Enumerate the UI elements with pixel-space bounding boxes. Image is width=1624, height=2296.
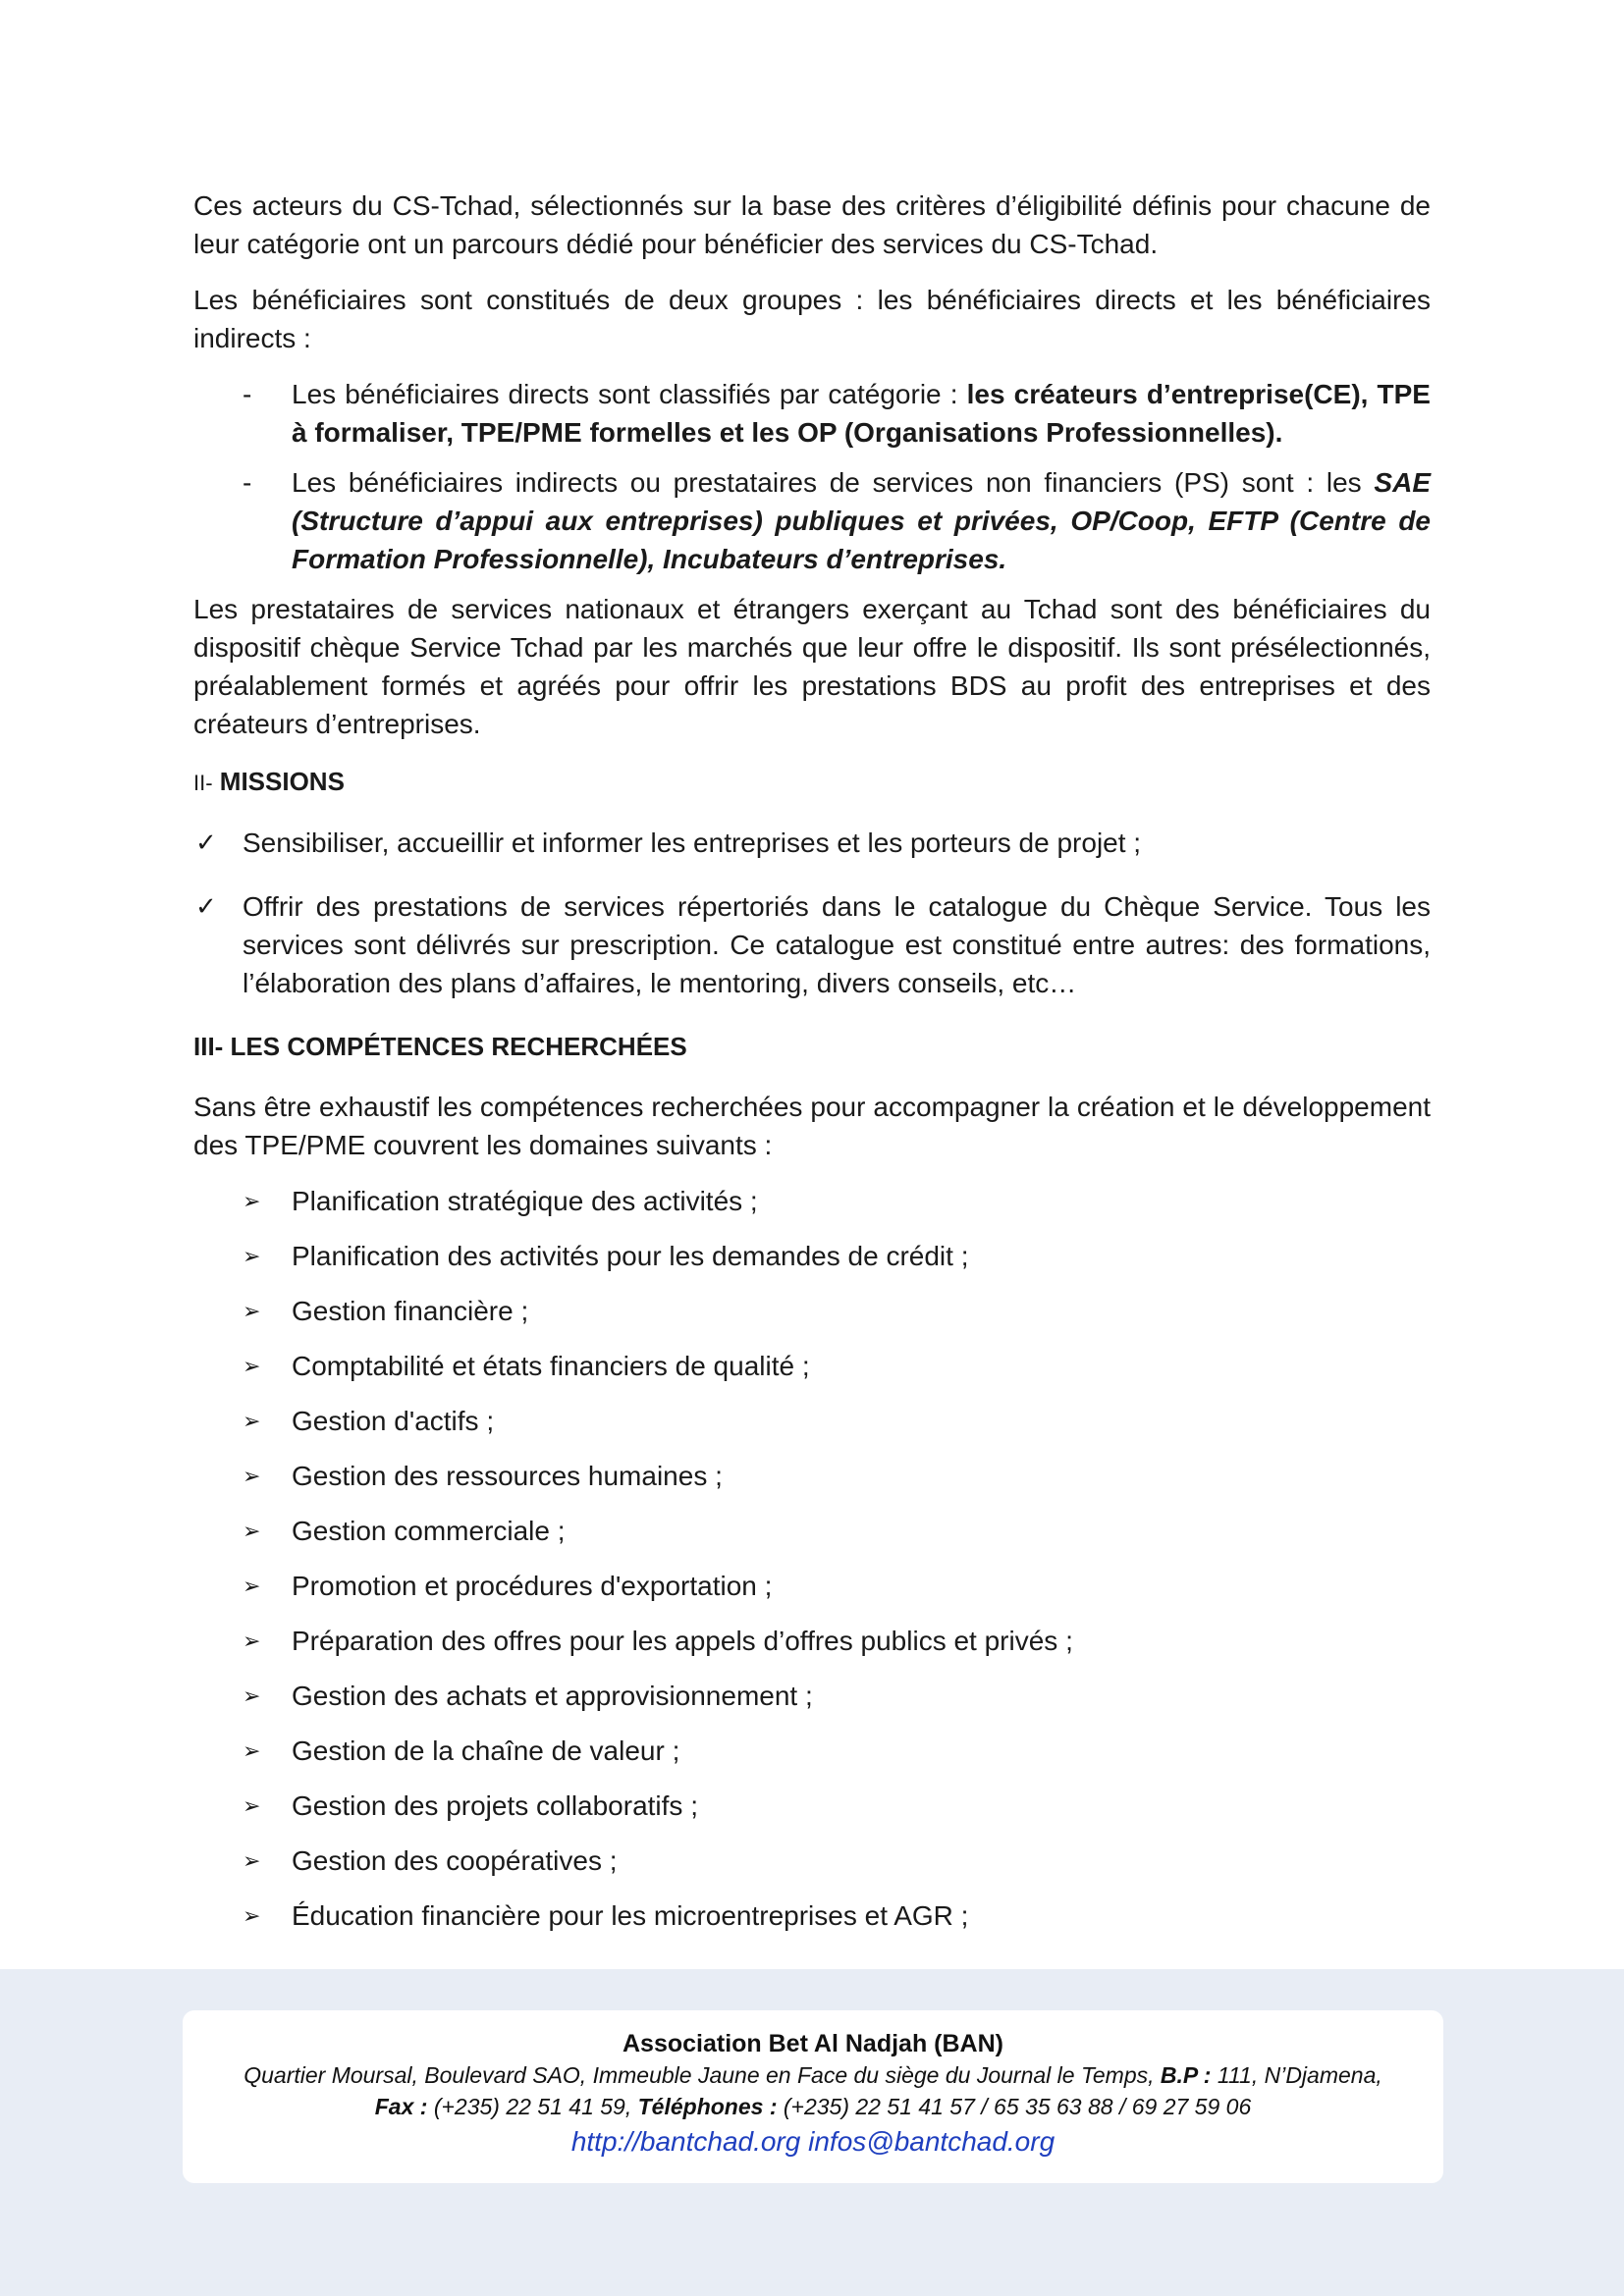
list-item bbox=[193, 1292, 1431, 1347]
list-item-text: Gestion des achats et approvisionnement ; bbox=[292, 1681, 813, 1711]
phone-value: (+235) 22 51 41 57 / 65 35 63 88 / 69 27 59 06 bbox=[777, 2094, 1252, 2119]
section-title: MISSIONS bbox=[219, 767, 345, 796]
address-text: Quartier Moursal, Boulevard SAO, Immeuble Jaune en Face du siège du Journal le Temps, bbox=[244, 2062, 1161, 2088]
phone-label: Téléphones : bbox=[637, 2094, 778, 2119]
arrow-bullet-icon: ➢ bbox=[243, 1354, 261, 1378]
intro-paragraph-1: Ces acteurs du CS-Tchad, sélectionnés sur la base des critères d’éligibilité définis pour chacune de leur catégorie ont un parcours dédié pour bénéficier des services du CS-Tchad. bbox=[193, 190, 1431, 259]
dash-bullet: - bbox=[243, 467, 252, 498]
footer-contact bbox=[183, 2091, 1443, 2122]
list-item-text: Les bénéficiaires directs sont classifiés par catégorie : bbox=[292, 379, 967, 409]
list-item-text: Gestion des projets collaboratifs ; bbox=[292, 1790, 698, 1821]
list-item bbox=[193, 1182, 1431, 1237]
fax-value: (+235) 22 51 41 59, bbox=[427, 2094, 638, 2119]
list-item-text: Planification des activités pour les demandes de crédit ; bbox=[292, 1241, 969, 1271]
footer-card bbox=[183, 2010, 1443, 2183]
list-item-text: Les bénéficiaires indirects ou prestataires de services non financiers (PS) sont : les bbox=[292, 467, 1375, 498]
arrow-bullet-icon: ➢ bbox=[243, 1683, 261, 1708]
list-item bbox=[193, 824, 1431, 862]
list-item-text: Promotion et procédures d'exportation ; bbox=[292, 1571, 773, 1601]
list-item-text: Gestion d'actifs ; bbox=[292, 1406, 495, 1436]
list-item-bold: SAE (Structure d’appui aux entreprises) publiques et privées, OP/Coop, EFTP (Centre de Formation Professionnelle), Incubateurs d’entreprises. bbox=[292, 467, 1431, 574]
arrow-bullet-icon: ➢ bbox=[243, 1903, 261, 1928]
intro-paragraph-2: Les bénéficiaires sont constitués de deux groupes : les bénéficiaires directs et les bénéficiaires indirects : bbox=[193, 285, 1431, 353]
list-item bbox=[193, 1622, 1431, 1677]
list-item bbox=[193, 1402, 1431, 1457]
list-item bbox=[193, 1347, 1431, 1402]
missions-heading bbox=[193, 763, 1431, 802]
list-item-text: Gestion financière ; bbox=[292, 1296, 529, 1326]
fax-label: Fax : bbox=[374, 2094, 428, 2119]
skills-heading: III- LES COMPÉTENCES RECHERCHÉES bbox=[193, 1032, 687, 1061]
arrow-bullet-icon: ➢ bbox=[243, 1574, 261, 1598]
organization-name: Association Bet Al Nadjah (BAN) bbox=[622, 2030, 1003, 2057]
check-icon: ✓ bbox=[195, 891, 217, 921]
list-item-text: Gestion commerciale ; bbox=[292, 1516, 566, 1546]
bp-label: B.P : bbox=[1160, 2062, 1212, 2088]
email-link[interactable]: infos@bantchad.org bbox=[808, 2126, 1056, 2157]
list-item bbox=[193, 1567, 1431, 1622]
arrow-bullet-icon: ➢ bbox=[243, 1848, 261, 1873]
document-body bbox=[193, 187, 1431, 1951]
arrow-bullet-icon: ➢ bbox=[243, 1519, 261, 1543]
list-item bbox=[193, 1896, 1431, 1951]
footer-links bbox=[183, 2122, 1443, 2162]
skills-list bbox=[193, 1182, 1431, 1951]
arrow-bullet-icon: ➢ bbox=[243, 1464, 261, 1488]
list-item bbox=[193, 1787, 1431, 1842]
list-item bbox=[193, 375, 1431, 452]
list-item bbox=[193, 463, 1431, 578]
arrow-bullet-icon: ➢ bbox=[243, 1629, 261, 1653]
arrow-bullet-icon: ➢ bbox=[243, 1299, 261, 1323]
list-item bbox=[193, 1732, 1431, 1787]
website-link[interactable]: http://bantchad.org bbox=[570, 2126, 801, 2157]
list-item-text: Sensibiliser, accueillir et informer les entreprises et les porteurs de projet ; bbox=[243, 828, 1142, 858]
list-item-text: Planification stratégique des activités ; bbox=[292, 1186, 758, 1216]
bp-value: 111, N’Djamena, bbox=[1211, 2062, 1382, 2088]
beneficiaries-list bbox=[193, 375, 1431, 578]
list-item-text: Gestion de la chaîne de valeur ; bbox=[292, 1735, 680, 1766]
missions-list bbox=[193, 824, 1431, 1002]
list-item bbox=[193, 1457, 1431, 1512]
section-number: II- bbox=[193, 771, 213, 795]
list-item bbox=[193, 887, 1431, 1002]
list-item-text: Gestion des coopératives ; bbox=[292, 1845, 618, 1876]
arrow-bullet-icon: ➢ bbox=[243, 1189, 261, 1213]
list-item-text: Comptabilité et états financiers de qualité ; bbox=[292, 1351, 810, 1381]
arrow-bullet-icon: ➢ bbox=[243, 1244, 261, 1268]
list-item-bold: les créateurs d’entreprise(CE), TPE à formaliser, TPE/PME formelles et les OP (Organisations Professionnelles). bbox=[292, 379, 1431, 448]
dash-bullet: - bbox=[243, 379, 252, 409]
arrow-bullet-icon: ➢ bbox=[243, 1409, 261, 1433]
arrow-bullet-icon: ➢ bbox=[243, 1793, 261, 1818]
list-item bbox=[193, 1842, 1431, 1896]
list-item bbox=[193, 1237, 1431, 1292]
list-item-text: Gestion des ressources humaines ; bbox=[292, 1461, 723, 1491]
providers-paragraph: Les prestataires de services nationaux et étrangers exerçant au Tchad sont des bénéficiaires du dispositif chèque Service Tchad par les marchés que leur offre le dispositif. Ils sont présélectionnés, préalablement formés et agréés pour offrir les prestations BDS au profit des entreprises et des créateurs d’entreprises. bbox=[193, 594, 1431, 739]
check-icon: ✓ bbox=[195, 828, 217, 857]
list-item-text: Préparation des offres pour les appels d’offres publics et privés ; bbox=[292, 1626, 1073, 1656]
list-item bbox=[193, 1512, 1431, 1567]
list-item-text: Éducation financière pour les microentreprises et AGR ; bbox=[292, 1900, 969, 1931]
arrow-bullet-icon: ➢ bbox=[243, 1738, 261, 1763]
skills-intro: Sans être exhaustif les compétences recherchées pour accompagner la création et le développement des TPE/PME couvrent les domaines suivants : bbox=[193, 1092, 1431, 1160]
footer-address bbox=[183, 2059, 1443, 2091]
list-item-text: Offrir des prestations de services répertoriés dans le catalogue du Chèque Service. Tous les services sont délivrés sur prescription. Ce catalogue est constitué entre autres: des formations, l’élaboration des plans d’affaires, le mentoring, divers conseils, etc… bbox=[243, 891, 1431, 998]
list-item bbox=[193, 1677, 1431, 1732]
